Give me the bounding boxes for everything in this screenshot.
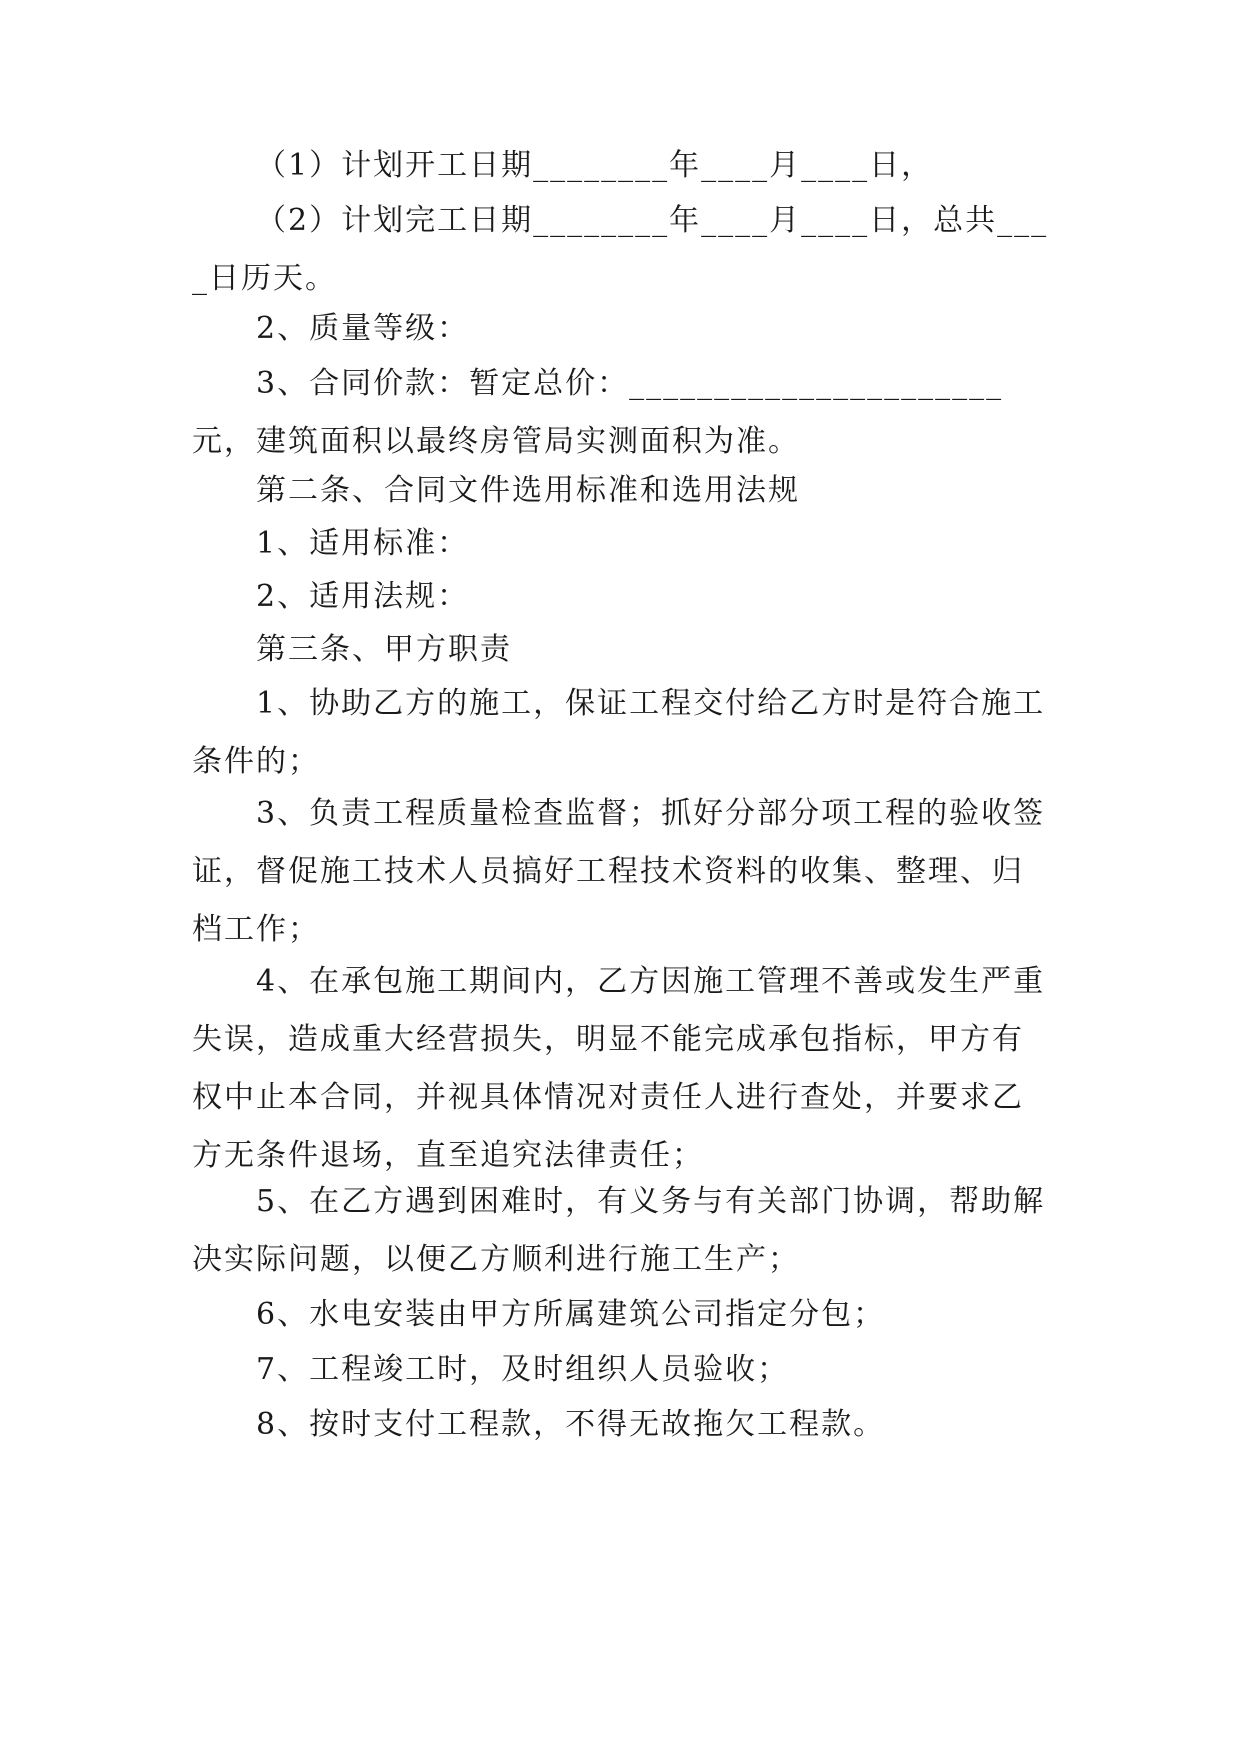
paragraph-duty-4: 4、在承包施工期间内，乙方因施工管理不善或发生严重失误，造成重大经营损失，明显不能完成承包指标，甲方有权中止本合同，并视具体情况对责任人进行查处，并要求乙方无条件退场，直至追究法律责任； [192, 964, 1046, 1173]
section-heading-article-2: 第二条、合同文件选用标准和选用法规 [256, 473, 800, 508]
paragraph-quality-grade: 2、质量等级： [256, 311, 470, 346]
paragraph-applicable-regulations: 2、适用法规： [256, 579, 470, 614]
section-heading-article-3: 第三条、甲方职责 [256, 632, 512, 667]
paragraph-duty-1: 1、协助乙方的施工，保证工程交付给乙方时是符合施工条件的； [192, 686, 1046, 779]
paragraph-duty-3: 3、负责工程质量检查监督；抓好分部分项工程的验收签证，督促施工技术人员搞好工程技术资料的收集、整理、归档工作； [192, 796, 1046, 947]
paragraph-planned-end-date: （2）计划完工日期________年____月____日，总共____日历天。 [192, 203, 1049, 296]
paragraph-applicable-standards: 1、适用标准： [256, 526, 470, 561]
paragraph-contract-price: 3、合同价款：暂定总价：______________________元，建筑面积以最终房管局实测面积为准。 [192, 366, 1004, 459]
paragraph-duty-6: 6、水电安装由甲方所属建筑公司指定分包； [256, 1297, 886, 1332]
paragraph-duty-7: 7、工程竣工时，及时组织人员验收； [256, 1352, 790, 1387]
paragraph-duty-8: 8、按时支付工程款，不得无故拖欠工程款。 [256, 1407, 886, 1442]
paragraph-duty-5: 5、在乙方遇到困难时，有义务与有关部门协调，帮助解决实际问题，以便乙方顺利进行施工生产； [192, 1184, 1046, 1277]
paragraph-planned-start-date: （1）计划开工日期________年____月____日， [256, 148, 934, 183]
